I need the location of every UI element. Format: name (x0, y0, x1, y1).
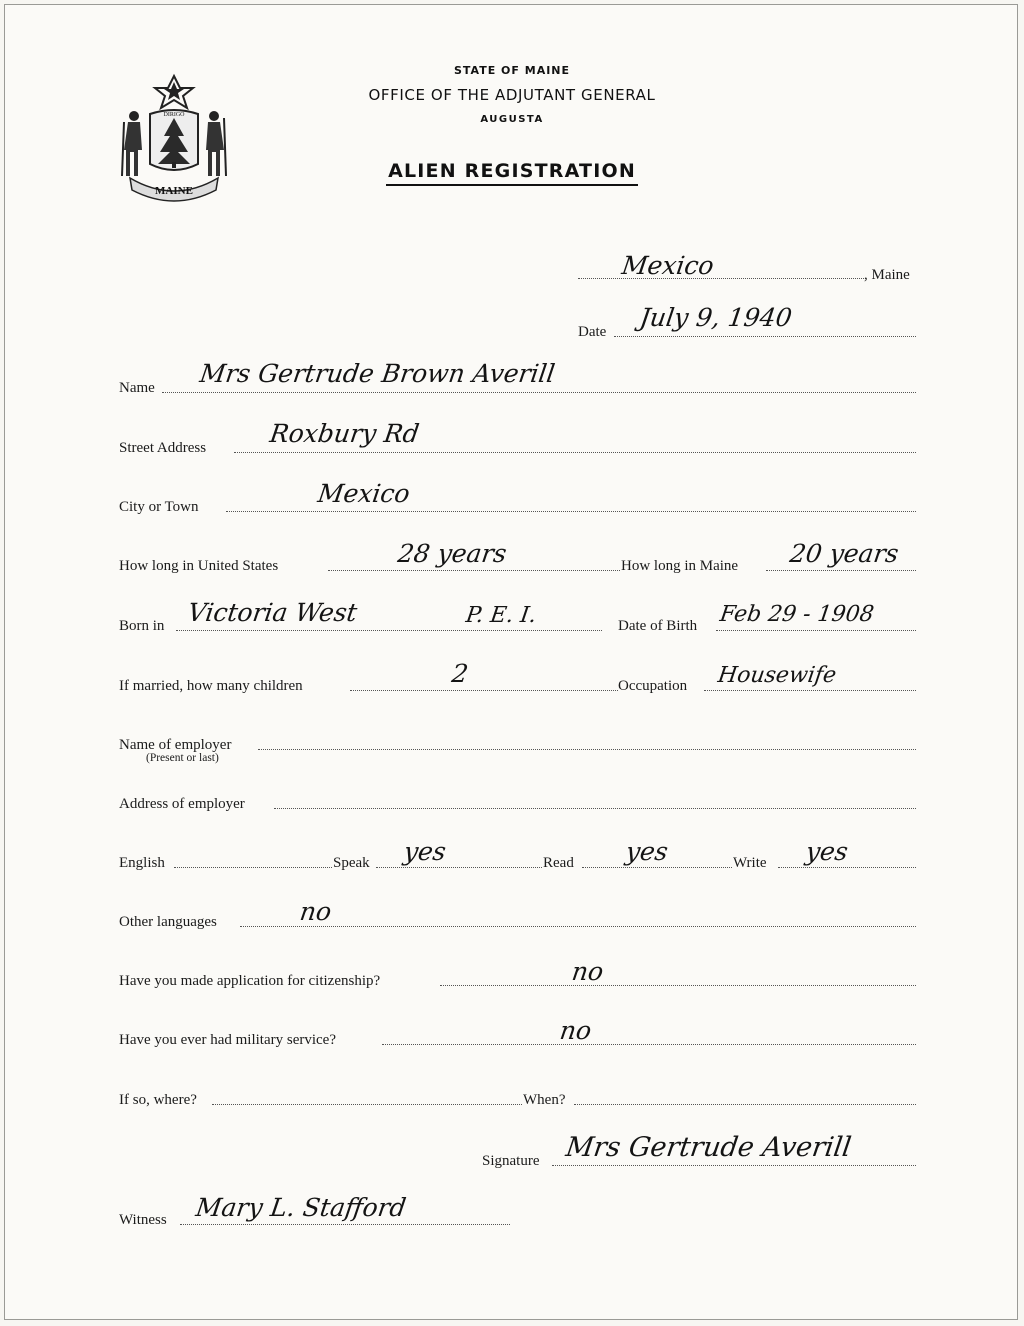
name-entry: Mrs Gertrude Brown Averill (198, 359, 557, 388)
speak-line (376, 867, 542, 868)
born-place-entry: Victoria West (186, 598, 359, 627)
svg-text:MAINE: MAINE (155, 185, 193, 197)
witness-line (180, 1224, 510, 1225)
dob-entry: Feb 29 - 1908 (718, 602, 876, 627)
street-line (234, 452, 916, 453)
maine-years-entry: 20 years (788, 539, 901, 568)
other-languages-label: Other languages (119, 914, 217, 930)
city-line (226, 511, 916, 512)
when-line (574, 1104, 916, 1105)
header-office: OFFICE OF THE ADJUTANT GENERAL (368, 86, 656, 104)
place-entry: Mexico (620, 251, 716, 280)
header-city: AUGUSTA (480, 114, 544, 125)
born-label: Born in (119, 618, 165, 634)
us-years-entry: 28 years (396, 539, 509, 568)
maine-years-label: How long in Maine (621, 558, 739, 574)
street-entry: Roxbury Rd (268, 419, 422, 448)
military-line (382, 1044, 916, 1045)
signature-entry: Mrs Gertrude Averill (563, 1132, 854, 1163)
children-line (350, 690, 618, 691)
citizenship-line (440, 985, 916, 986)
header-state: STATE OF MAINE (453, 64, 571, 77)
place-suffix-label: , Maine (864, 267, 910, 283)
street-label: Street Address (119, 440, 207, 456)
signature-line (552, 1165, 916, 1166)
occupation-entry: Housewife (716, 663, 838, 688)
date-line (614, 336, 916, 337)
date-label: Date (578, 324, 607, 340)
children-label: If married, how many children (119, 678, 303, 694)
maine-years-line (766, 570, 916, 571)
employer-address-line (274, 808, 916, 809)
city-label: City or Town (119, 499, 199, 515)
speak-entry: yes (402, 837, 448, 866)
signature-label: Signature (482, 1153, 540, 1169)
military-label: Have you ever had military service? (119, 1032, 336, 1048)
us-years-label: How long in United States (119, 558, 279, 574)
read-line (582, 867, 732, 868)
born-region-entry: P. E. I. (464, 603, 538, 628)
read-entry: yes (624, 837, 670, 866)
other-languages-line (240, 926, 916, 927)
us-years-line (328, 570, 620, 571)
occupation-label: Occupation (618, 678, 688, 694)
city-entry: Mexico (316, 479, 412, 508)
date-entry: July 9, 1940 (638, 303, 794, 332)
form-title: ALIEN REGISTRATION (0, 160, 1024, 182)
born-line (176, 630, 602, 631)
read-label: Read (543, 855, 574, 871)
svg-text:DIRIGO: DIRIGO (163, 112, 185, 118)
english-label: English (119, 855, 165, 871)
citizenship-label: Have you made application for citizenship? (119, 973, 381, 989)
dob-line (716, 630, 916, 631)
english-line (174, 867, 332, 868)
write-label: Write (733, 855, 767, 871)
write-line (778, 867, 916, 868)
where-label: If so, where? (119, 1092, 197, 1108)
children-entry: 2 (450, 659, 471, 688)
employer-line (258, 749, 916, 750)
write-entry: yes (804, 837, 850, 866)
name-label: Name (119, 380, 155, 396)
employer-label: Name of employer (119, 737, 232, 753)
employer-address-label: Address of employer (119, 796, 245, 812)
citizenship-entry: no (570, 957, 606, 986)
witness-label: Witness (119, 1212, 167, 1228)
employer-sublabel: (Present or last) (146, 752, 219, 764)
military-entry: no (558, 1016, 594, 1045)
other-languages-entry: no (298, 897, 334, 926)
speak-label: Speak (333, 855, 370, 871)
when-label: When? (523, 1092, 566, 1108)
witness-entry: Mary L. Stafford (194, 1193, 408, 1222)
occupation-line (704, 690, 916, 691)
dob-label: Date of Birth (618, 618, 698, 634)
name-line (162, 392, 916, 393)
where-line (212, 1104, 522, 1105)
